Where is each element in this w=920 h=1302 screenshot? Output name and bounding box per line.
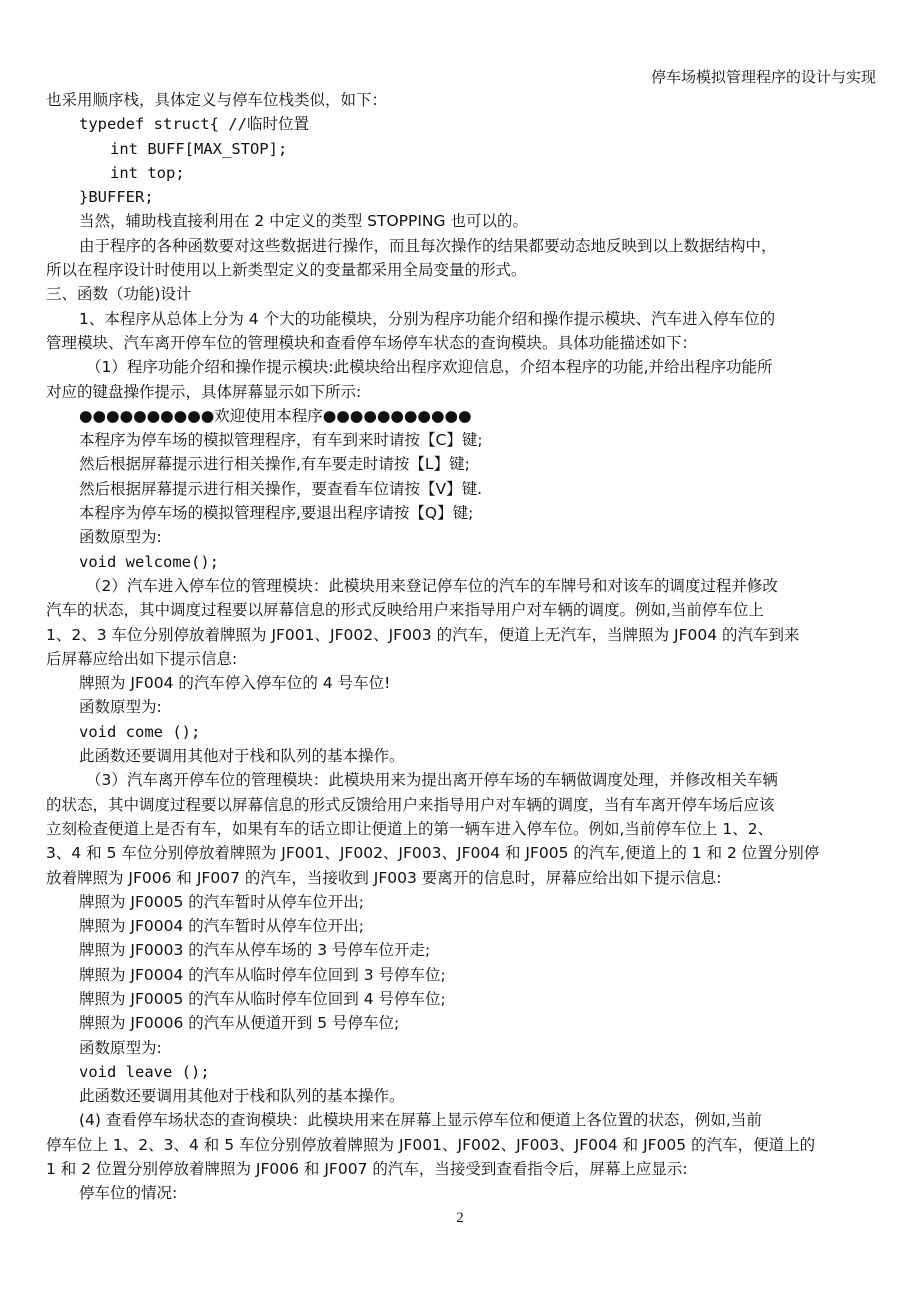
code-line: int BUFF[MAX_STOP]; bbox=[110, 139, 288, 158]
document-body bbox=[46, 88, 880, 1206]
text-line: (4) 查看停车场状态的查询模块：此模块用来在屏幕上显示停车位和便道上各位置的状态，例如,当前 bbox=[79, 1111, 762, 1130]
code-line: }BUFFER; bbox=[79, 188, 154, 207]
section-heading: 三、函数（功能)设计 bbox=[46, 285, 192, 304]
text-line: 的状态，其中调度过程要以屏幕信息的形式反馈给用户来指导用户对车辆的调度，当有车离开停车场后应该 bbox=[46, 795, 775, 814]
text-line: （2）汽车进入停车位的管理模块：此模块用来登记停车位的汽车的车牌号和对该车的调度过程并修改 bbox=[86, 576, 778, 595]
text-line: 3、4 和 5 车位分别停放着牌照为 JF001、JF002、JF003、JF004 和 JF005 的汽车,便道上的 1 和 2 位置分别停 bbox=[46, 844, 820, 863]
text-line: 由于程序的各种函数要对这些数据进行操作，而且每次操作的结果都要动态地反映到以上数据结构中， bbox=[79, 236, 777, 255]
text-line: 此函数还要调用其他对于栈和队列的基本操作。 bbox=[79, 1087, 405, 1106]
code-line: typedef struct{ //临时位置 bbox=[79, 115, 309, 134]
text-line: 停车位的情况: bbox=[79, 1184, 178, 1203]
text-line: 牌照为 JF0004 的汽车从临时停车位回到 3 号停车位; bbox=[79, 965, 446, 984]
text-line: 所以在程序设计时使用以上新类型定义的变量都采用全局变量的形式。 bbox=[46, 261, 527, 280]
text-line: 然后根据屏幕提示进行相关操作,有车要走时请按【L】键; bbox=[79, 455, 470, 474]
text-line: 牌照为 JF0003 的汽车从停车场的 3 号停车位开走; bbox=[79, 941, 431, 960]
code-line: int top; bbox=[110, 163, 185, 182]
text-line: 函数原型为: bbox=[79, 1038, 162, 1057]
welcome-banner-line: ●●●●●●●●●●欢迎使用本程序●●●●●●●●●●● bbox=[79, 406, 472, 425]
text-line: 牌照为 JF0004 的汽车暂时从停车位开出; bbox=[79, 917, 365, 936]
text-line: 当然，辅助栈直接利用在 2 中定义的类型 STOPPING 也可以的。 bbox=[79, 212, 528, 231]
text-line: （3）汽车离开停车位的管理模块：此模块用来为提出离开停车场的车辆做调度处理，并修改相关车辆 bbox=[86, 771, 778, 790]
code-line: void leave (); bbox=[79, 1062, 210, 1081]
text-line: 也采用顺序栈，具体定义与停车位栈类似，如下： bbox=[46, 91, 388, 109]
text-line: 立刻检查便道上是否有车，如果有车的话立即让便道上的第一辆车进入停车位。例如,当前停车位上 1、2、 bbox=[46, 819, 774, 838]
text-line: 牌照为 JF0005 的汽车从临时停车位回到 4 号停车位; bbox=[79, 989, 446, 1008]
text-line: 牌照为 JF004 的汽车停入停车位的 4 号车位! bbox=[79, 674, 391, 693]
text-line: 后屏幕应给出如下提示信息: bbox=[46, 649, 238, 668]
text-line: 然后根据屏幕提示进行相关操作，要查看车位请按【V】键. bbox=[79, 479, 483, 498]
text-line: 本程序为停车场的模拟管理程序，有车到来时请按【C】键; bbox=[79, 431, 483, 450]
text-line: 1、2、3 车位分别停放着牌照为 JF001、JF002、JF003 的汽车，便道上无汽车，当牌照为 JF004 的汽车到来 bbox=[46, 625, 800, 644]
text-line: 牌照为 JF0005 的汽车暂时从停车位开出; bbox=[79, 892, 365, 911]
code-line: void come (); bbox=[79, 722, 201, 741]
text-line: 1、本程序从总体上分为 4 个大的功能模块，分别为程序功能介绍和操作提示模块、汽车进入停车位的 bbox=[79, 309, 776, 328]
text-line: （1）程序功能介绍和操作提示模块:此模块给出程序欢迎信息，介绍本程序的功能,并给出程序功能所 bbox=[86, 358, 773, 377]
text-line: 牌照为 JF0006 的汽车从便道开到 5 号停车位; bbox=[79, 1014, 400, 1033]
running-header: 停车场模拟管理程序的设计与实现 bbox=[650, 68, 876, 86]
text-line: 函数原型为: bbox=[79, 528, 162, 547]
text-line: 对应的键盘操作提示，具体屏幕显示如下所示: bbox=[46, 382, 362, 401]
text-line: 本程序为停车场的模拟管理程序,要退出程序请按【Q】键; bbox=[79, 504, 474, 523]
page-number: 2 bbox=[456, 1210, 464, 1226]
text-line: 1 和 2 位置分别停放着牌照为 JF006 和 JF007 的汽车，当接受到查看指令后，屏幕上应显示: bbox=[46, 1160, 688, 1179]
text-line: 函数原型为: bbox=[79, 698, 162, 717]
text-line: 停车位上 1、2、3、4 和 5 车位分别停放着牌照为 JF001、JF002、JF003、JF004 和 JF005 的汽车，便道上的 bbox=[46, 1135, 816, 1154]
text-line: 汽车的状态，其中调度过程要以屏幕信息的形式反映给用户来指导用户对车辆的调度。例如,当前停车位上 bbox=[46, 601, 764, 620]
text-line: 此函数还要调用其他对于栈和队列的基本操作。 bbox=[79, 747, 405, 766]
text-line: 管理模块、汽车离开停车位的管理模块和查看停车场停车状态的查询模块。具体功能描述如下： bbox=[46, 333, 698, 352]
text-line: 放着牌照为 JF006 和 JF007 的汽车，当接收到 JF003 要离开的信息时，屏幕应给出如下提示信息: bbox=[46, 868, 722, 887]
code-line: void welcome(); bbox=[79, 552, 219, 571]
